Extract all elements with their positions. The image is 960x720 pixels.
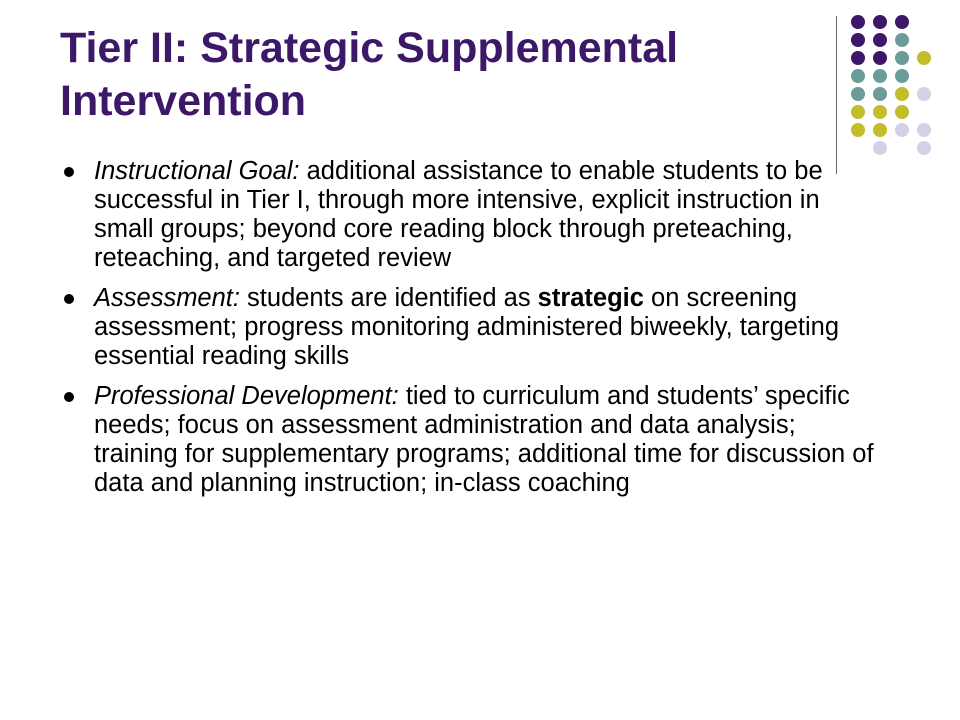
dot <box>851 87 865 101</box>
dot <box>851 33 865 47</box>
divider-line <box>836 16 837 174</box>
bullet-lead: Professional Development: <box>94 382 399 410</box>
decorative-dot-grid <box>851 15 960 155</box>
dot <box>895 69 909 83</box>
bullet-text: students are identified as <box>239 284 538 312</box>
dot <box>873 87 887 101</box>
dot <box>895 33 909 47</box>
dot <box>873 15 887 29</box>
dot <box>851 105 865 119</box>
bullet-text: on screening assessment; progress monitoring administered biweekly, targeting essential reading skills <box>94 284 840 370</box>
dot <box>917 51 931 65</box>
dot <box>873 51 887 65</box>
dot <box>895 87 909 101</box>
dot <box>851 69 865 83</box>
bullet-professional-development <box>64 382 884 498</box>
dot <box>851 15 865 29</box>
dot <box>873 123 887 137</box>
dot <box>895 123 909 137</box>
dot <box>851 51 865 65</box>
dot <box>895 15 909 29</box>
dot <box>873 105 887 119</box>
dot <box>873 141 887 155</box>
bullet-text: tied to curriculum and students’ specific needs; focus on assessment administration and data analysis; training for supplementary programs; additional time for discussion of data and planning instruction; in-class coaching <box>94 382 874 497</box>
dot <box>895 105 909 119</box>
slide-title: Tier II: Strategic Supplemental Intervention <box>60 24 679 125</box>
bullet-assessment <box>64 284 884 371</box>
bullet-lead: Assessment: <box>94 284 240 312</box>
dot <box>873 33 887 47</box>
bullet-emphasis: strategic <box>537 284 644 312</box>
dot <box>917 141 931 155</box>
bullet-text: additional assistance to enable students to be successful in Tier I, through more intensive, explicit instruction in small groups; beyond core reading block through preteaching, reteaching, and targeted review <box>94 157 823 272</box>
dot <box>895 51 909 65</box>
dot <box>873 69 887 83</box>
bullet-list <box>64 157 884 509</box>
dot <box>917 123 931 137</box>
dot <box>851 123 865 137</box>
bullet-instructional-goal <box>64 157 884 273</box>
bullet-lead: Instructional Goal: <box>94 157 300 185</box>
dot <box>917 87 931 101</box>
